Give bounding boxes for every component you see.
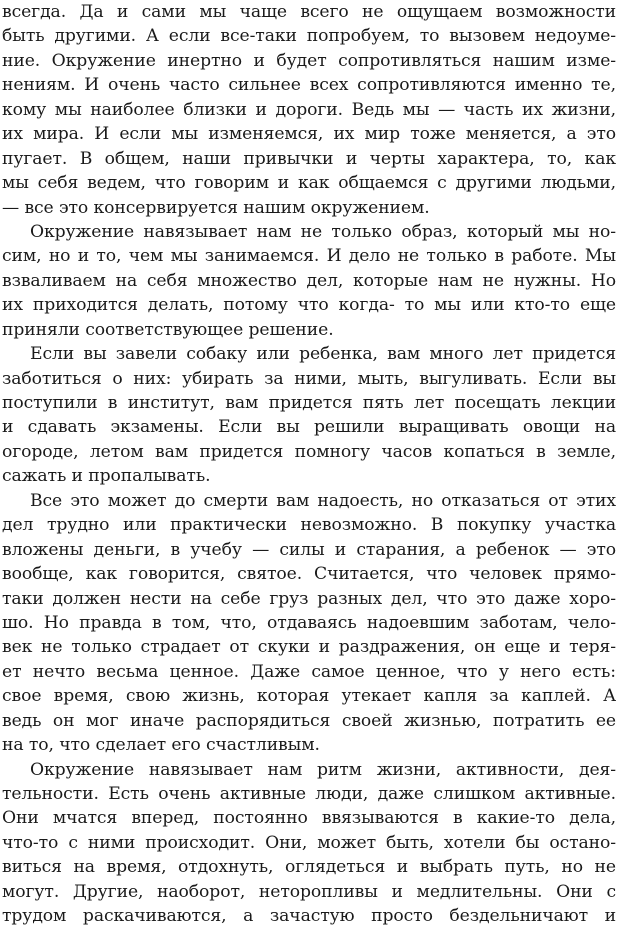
paragraph — [2, 342, 616, 489]
text-line: тельности. Есть очень активные люди, даже слишком активные. — [2, 784, 616, 804]
text-line: могут. Другие, наоборот, неторопливы и медлительны. Они с — [2, 881, 616, 902]
text-line: вообще, как говорится, святое. Считается, что человек прямо- — [2, 564, 616, 585]
text-line: их приходится делать, потому что когда- то мы или кто-то еще — [2, 295, 616, 316]
text-line: приняли соответствующее решение. — [2, 319, 334, 340]
text-line: сим, но и то, чем мы занимаемся. И дело не только в работе. Мы — [2, 246, 616, 267]
text-line: кому мы наиболее близки и дороги. Ведь мы — часть их жизни, — [2, 99, 616, 120]
body-text — [2, 0, 616, 929]
text-line: на то, что сделает его счастливым. — [2, 735, 320, 756]
text-line: их мира. И если мы изменяемся, их мир тоже меняется, а это — [2, 124, 616, 145]
text-line: быть другими. А если все-таки попробуем, то вызовем недоуме- — [2, 26, 616, 47]
text-line: Окружение навязывает нам ритм жизни, активности, дея- — [30, 759, 616, 780]
text-line: ние. Окружение инертно и будет сопротивляться нашим изме- — [2, 50, 616, 71]
text-line: Если вы завели собаку или ребенка, вам много лет придется — [30, 344, 616, 365]
paragraph — [2, 489, 616, 758]
text-line: дел трудно или практически невозможно. В покупку участка — [2, 515, 616, 536]
text-line: ведь он мог иначе распорядиться своей жизнью, потратить ее — [2, 710, 616, 731]
text-line: шо. Но правда в том, что, отдаваясь надоевшим заботам, чело- — [2, 612, 616, 633]
text-line: и сдавать экзамены. Если вы решили выращивать овощи на — [2, 417, 616, 438]
text-line: век не только страдает от скуки и раздражения, он еще и теря- — [2, 637, 616, 658]
text-line: всегда. Да и сами мы чаще всего не ощущаем возможности — [2, 2, 616, 22]
text-line: что-то с ними происходит. Они, может быть, хотели бы остано- — [2, 832, 616, 853]
text-line: трудом раскачиваются, а зачастую просто бездельничают и — [2, 906, 616, 927]
text-line: ет нечто весьма ценное. Даже самое ценное, что у него есть: — [2, 661, 616, 682]
text-line: нениям. И очень часто сильнее всех сопротивляются именно те, — [2, 75, 616, 96]
text-line: пугает. В общем, наши привычки и черты характера, то, как — [2, 148, 616, 169]
text-line: Все это может до смерти вам надоесть, но отказаться от этих — [30, 490, 616, 511]
text-line: вложены деньги, в учебу — силы и старания, а ребенок — это — [2, 539, 616, 560]
text-line: виться на время, отдохнуть, оглядеться и выбрать путь, но не — [2, 857, 616, 878]
text-line: поступили в институт, вам придется пять лет посещать лекции — [2, 393, 616, 413]
text-line: свое время, свою жизнь, которая утекает капля за каплей. А — [2, 686, 616, 707]
paragraph — [2, 758, 616, 929]
text-line: взваливаем на себя множество дел, которые нам не нужны. Но — [2, 270, 616, 291]
text-line: заботиться о них: убирать за ними, мыть, выгуливать. Если вы — [2, 368, 616, 389]
text-line: сажать и пропалывать. — [2, 466, 211, 487]
text-line: Окружение навязывает нам не только образ, который мы но- — [30, 221, 616, 242]
paragraph — [2, 220, 616, 342]
paragraph — [2, 0, 616, 220]
text-line: таки должен нести на себе груз разных дел, что это даже хоро- — [2, 588, 616, 609]
text-line: огороде, летом вам придется помногу часов копаться в земле, — [2, 441, 616, 462]
text-line: мы себя ведем, что говорим и как общаемся с другими людьми, — [2, 173, 616, 194]
text-line: Они мчатся вперед, постоянно ввязываются в какие-то дела, — [2, 808, 616, 829]
text-line: — все это консервируется нашим окружением. — [2, 197, 430, 218]
